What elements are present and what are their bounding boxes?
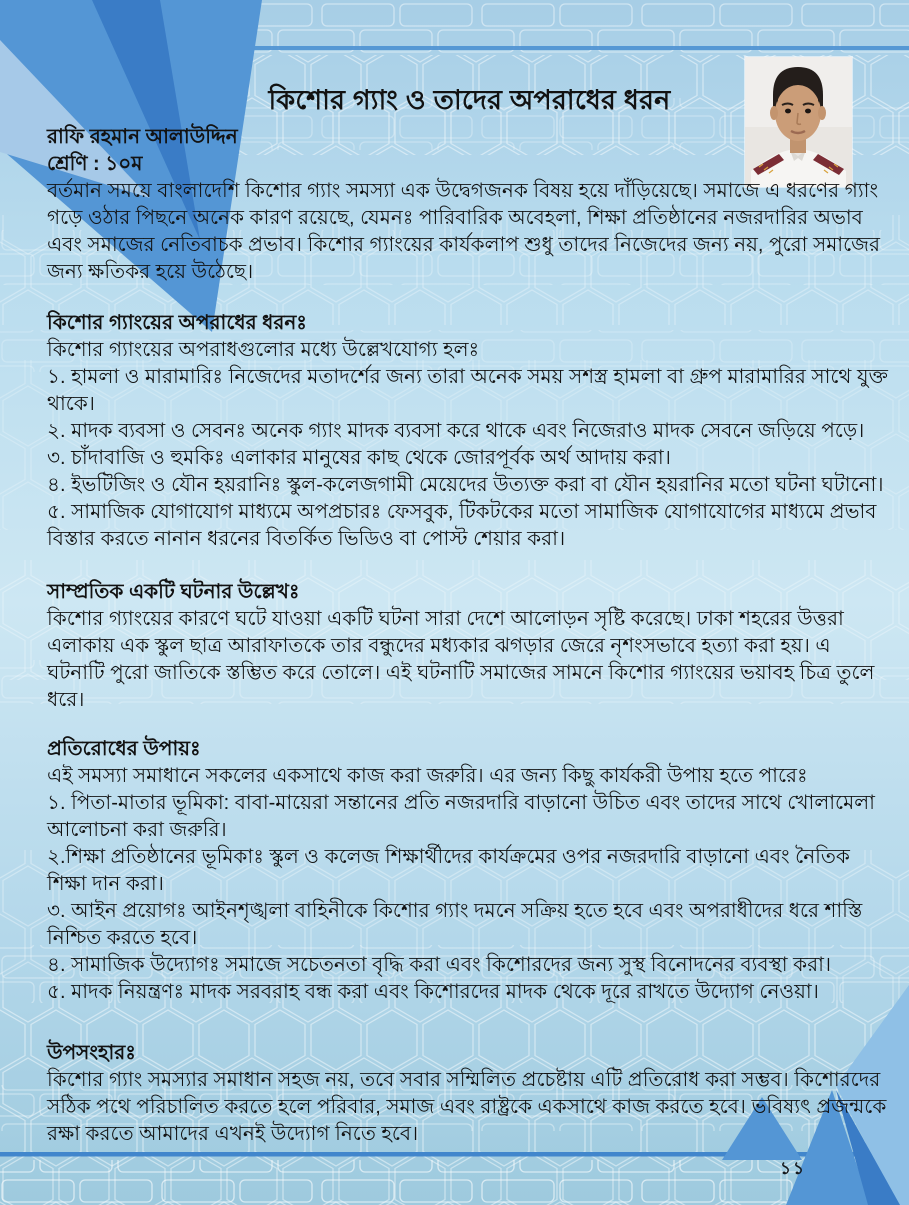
author-class: শ্রেণি : ১০ম (47, 153, 143, 175)
list-item: ৫. মাদক নিয়ন্ত্রণঃ মাদক সরবরাহ বন্ধ করা এবং কিশোরদের মাদক থেকে দূরে রাখতে উদ্যোগ নেওয়া। (47, 981, 819, 1003)
list-item: ১. হামলা ও মারামারিঃ নিজেদের মতাদর্শের জন্য তারা অনেক সময় সশস্ত্র হামলা বা গ্রুপ মারামারির সাথে যুক্ত থাকে। (47, 366, 888, 415)
section-conclusion (47, 1040, 892, 1148)
page-number: ১১ (780, 1159, 807, 1178)
list-item: ৩. আইন প্রয়োগঃ আইনশৃঙ্খলা বাহিনীকে কিশোর গ্যাং দমনে সক্রিয় হতে হবে এবং অপরাধীদের ধরে শাস্তি নিশ্চিত করতে হবে। (47, 900, 863, 949)
intro-paragraph: বর্তমান সময়ে বাংলাদেশি কিশোর গ্যাং সমস্যা এক উদ্বেগজনক বিষয় হয়ে দাঁড়িয়েছে। সমাজে এ ধরণের গ্যাং গড়ে ওঠার পিছনে অনেক কারণ রয়েছে, যেমনঃ পারিবারিক অবেহলা, শিক্ষা প্রতিষ্ঠানের নজরদারির অভাব এবং সমাজের নেতিবাচক প্রভাব। কিশোর গ্যাংয়ের কার্যকলাপ শুধু তাদের নিজেদের জন্য নয়, পুরো সমাজের জন্য ক্ষতিকর হয়ে উঠেছে। (47, 180, 881, 283)
article (47, 84, 892, 1148)
recent-incident-paragraph: কিশোর গ্যাংয়ের কারণে ঘটে যাওয়া একটি ঘটনা সারা দেশে আলোড়ন সৃষ্টি করেছে। ঢাকা শহরের উত্তরা এলাকায় এক স্কুল ছাত্র আরাফাতকে তার বন্ধুদের মধ্যকার ঝগড়ার জেরে নৃশংসভাবে হত্যা করা হয়। এ ঘটনাটি পুরো জাতিকে স্তম্ভিত করে তোলে। এই ঘটনাটি সমাজের সামনে কিশোর গ্যাংয়ের ভয়াবহ চিত্র তুলে ধরে। (47, 608, 875, 711)
list-item: ৪. ইভটিজিং ও যৌন হয়রানিঃ স্কুল-কলেজগামী মেয়েদের উত্যক্ত করা বা যৌন হয়রানির মতো ঘটনা ঘটানো। (47, 474, 884, 496)
list-item: ২. মাদক ব্যবসা ও সেবনঃ অনেক গ্যাং মাদক ব্যবসা করে থাকে এবং নিজেরাও মাদক সেবনে জড়িয়ে পড়ে। (47, 420, 865, 442)
list-item: ৫. সামাজিক যোগাযোগ মাধ্যমে অপপ্রচারঃ ফেসবুক, টিকটকের মতো সামাজিক যোগাযোগের মাধ্যমে প্রভাব বিস্তার করতে নানান ধরনের বিতর্কিত ভিডিও বা পোস্ট শেয়ার করা। (47, 501, 877, 550)
page-title: কিশোর গ্যাং ও তাদের অপরাধের ধরন (268, 85, 671, 115)
section-heading-prevention: প্রতিরোধের উপায়ঃ (47, 738, 201, 760)
section-heading-conclusion: উপসংহারঃ (47, 1042, 136, 1064)
list-item: ৩. চাঁদাবাজি ও হুমকিঃ এলাকার মানুষের কাছ থেকে জোরপূর্বক অর্থ আদায় করা। (47, 447, 671, 469)
list-item: ৪. সামাজিক উদ্যোগঃ সমাজে সচেতনতা বৃদ্ধি করা এবং কিশোরদের জন্য সুস্থ বিনোদনের ব্যবস্থা করা। (47, 954, 832, 976)
list-item: ২.শিক্ষা প্রতিষ্ঠানের ভূমিকাঃ স্কুল ও কলেজ শিক্ষার্থীদের কার্যক্রমের ওপর নজরদারি বাড়ানো এবং নৈতিক শিক্ষা দান করা। (47, 846, 850, 895)
section-heading-crime-types: কিশোর গ্যাংয়ের অপরাধের ধরনঃ (47, 312, 307, 334)
crime-types-lead: কিশোর গ্যাংয়ের অপরাধগুলোর মধ্যে উল্লেখযোগ্য হলঃ (47, 339, 480, 361)
list-item: ১. পিতা-মাতার ভূমিকা: বাবা-মায়েরা সন্তানের প্রতি নজরদারি বাড়ানো উচিত এবং তাদের সাথে খোলামেলা আলোচনা করা জরুরি। (47, 792, 875, 841)
section-prevention (47, 736, 892, 1006)
section-crime-types (47, 310, 892, 553)
section-heading-recent-incident: সাম্প্রতিক একটি ঘটনার উল্লেখঃ (47, 581, 300, 603)
author-name: রাফি রহমান আলাউদ্দিন (47, 126, 238, 148)
conclusion-paragraph: কিশোর গ্যাং সমস্যার সমাধান সহজ নয়, তবে সবার সম্মিলিত প্রচেষ্টায় এটি প্রতিরোধ করা সম্ভব। কিশোরদের সঠিক পথে পরিচালিত করতে হলে পরিবার, সমাজ এবং রাষ্ট্রকে একসাথে কাজ করতে হবে। ভবিষ্যৎ প্রজন্মকে রক্ষা করতে আমাদের এখনই উদ্যোগ নিতে হবে। (47, 1069, 887, 1145)
prevention-lead: এই সমস্যা সমাধানে সকলের একসাথে কাজ করা জরুরি। এর জন্য কিছু কার্যকরী উপায় হতে পারেঃ (47, 765, 808, 787)
section-recent-incident (47, 579, 892, 714)
